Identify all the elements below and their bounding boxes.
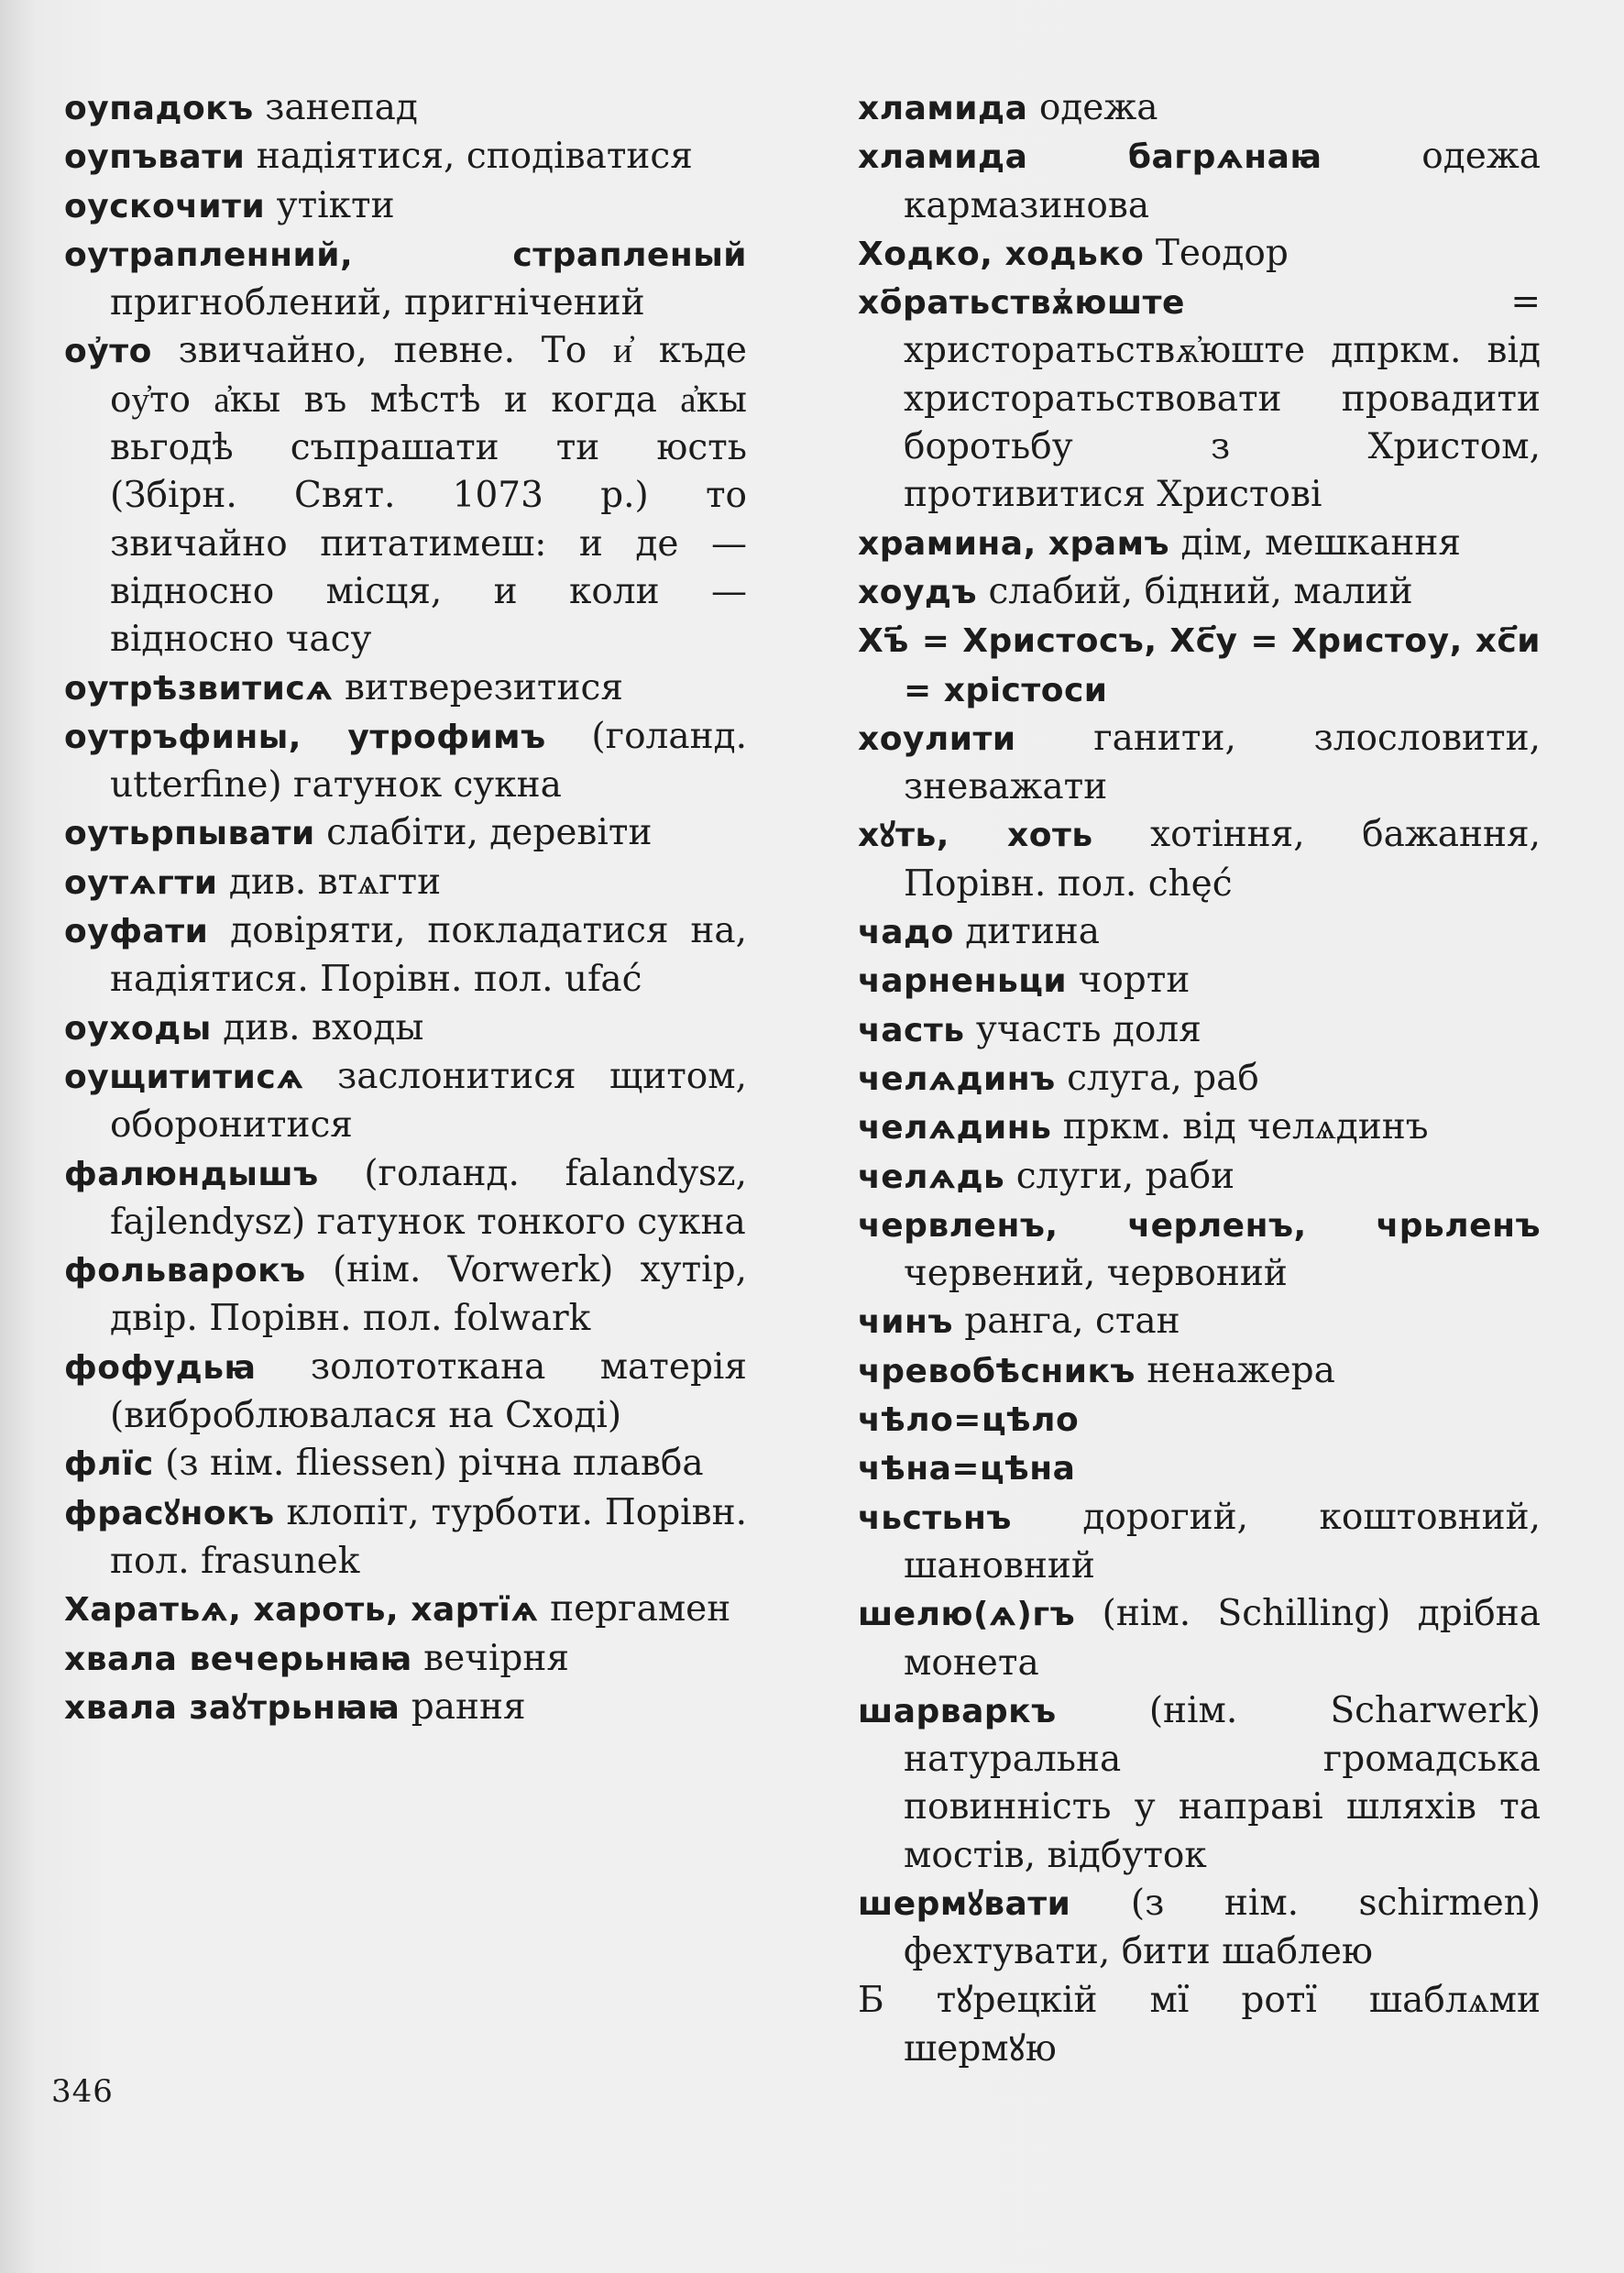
entry-headword: червленъ, черленъ, чрьленъ (858, 1206, 1541, 1245)
entry-headword: чьстьнъ (858, 1499, 1012, 1537)
entry-definition: червений, червоний (904, 1253, 1288, 1295)
entry-definition: (нім. Scharwerk) натуральна громадська повинність у направі шляхів та мостів, відбуток (904, 1689, 1541, 1876)
entry-definition: дорогий, коштовний, шановний (904, 1496, 1541, 1587)
entry-definition: = христоратьствѫ҆юште дпркм. від христоратьствовати провадити боротьбу з Христом, противитися Христові (904, 281, 1541, 516)
dictionary-entry (858, 1444, 1541, 1493)
entry-headword: хламида багрѧнаꙗ (858, 138, 1322, 177)
dictionary-entry (858, 617, 1541, 715)
entry-definition: заслонитися щитом, оборонитися (110, 1055, 747, 1147)
dictionary-entry (858, 1055, 1541, 1104)
dictionary-entry (858, 1590, 1541, 1687)
entry-headword: челѧдинь (858, 1109, 1052, 1147)
entry-definition: звичайно, певне. То и҆ къде оу҆то а҆кы въ мѣстѣ и когда а҆кы вьгодѣ съпрашати ти юсть (Збірн. Свят. 1073 р.) то звичайно питатимеш: и де — відносно місця, и коли — відносно часу (110, 330, 747, 661)
dictionary-entry (858, 715, 1541, 812)
entry-definition: (нім. Schilling) дрібна монета (904, 1593, 1541, 1684)
entry-headword: чинъ (858, 1303, 953, 1342)
entry-definition: див. втѧгти (228, 861, 442, 903)
entry-definition: золототкана матерія (виброблювалася на Сході) (110, 1345, 747, 1437)
dictionary-entry (858, 133, 1541, 230)
entry-headword: хоулити (858, 719, 1016, 758)
dictionary-entry (858, 1687, 1541, 1880)
entry-headword: часть (858, 1011, 965, 1049)
dictionary-entry (64, 182, 747, 231)
page-number: 346 (51, 2073, 114, 2110)
entry-headword: Ходко, ходько (858, 235, 1145, 273)
entry-definition: дитина (965, 911, 1101, 953)
dictionary-entry (64, 1150, 747, 1247)
entry-headword: хоудъ (858, 573, 978, 611)
dictionary-entry (64, 1440, 747, 1488)
dictionary-entry (858, 1880, 1541, 1977)
entry-headword: чѣна=цѣна (858, 1450, 1076, 1488)
entry-headword: челѧдь (858, 1158, 1005, 1196)
entry-definition: одежа (1038, 87, 1158, 128)
entry-headword: хвала вечерьнꙗꙗ (64, 1640, 412, 1678)
entry-headword: оуфати (64, 913, 209, 951)
entry-headword: оутрѣзвитисѧ (64, 669, 334, 708)
entry-headword: хꙋть, хоть (858, 817, 1093, 855)
entry-headword: оупъвати (64, 138, 246, 177)
entry-definition: слуга, раб (1067, 1057, 1259, 1099)
entry-headword: Хъ҃ = Христосъ, Хс҃у = Христоу, хс҃и = хрістоси (858, 622, 1541, 709)
entry-definition: рання (411, 1686, 526, 1728)
dictionary-entry (858, 1298, 1541, 1346)
dictionary-entry (858, 279, 1541, 519)
dictionary-entry (858, 1347, 1541, 1396)
entry-headword: шарваркъ (858, 1692, 1057, 1730)
dictionary-entry (858, 1396, 1541, 1444)
dictionary-entry (64, 1053, 747, 1150)
entry-headword: чревобѣсникъ (858, 1352, 1136, 1390)
entry-headword: оутѧгти (64, 863, 218, 902)
entry-definition: (голанд. utterfine) гатунок сукна (110, 715, 747, 807)
entry-headword: шермꙋвати (858, 1884, 1071, 1923)
dictionary-entry (64, 231, 747, 328)
entry-definition: (з нім. fliessen) річна плавба (165, 1443, 704, 1485)
entry-definition: одежа кармазинова (904, 136, 1541, 226)
entry-headword: фрасꙋнокъ (64, 1494, 275, 1532)
dictionary-entry (858, 1494, 1541, 1591)
dictionary-entry (64, 1489, 747, 1587)
entry-headword: чарненьци (858, 962, 1068, 1001)
entry-headword: хвала заꙋтрьнꙗꙗ (64, 1688, 401, 1727)
entry-headword: оутрапленний, страпленый (64, 236, 747, 274)
dictionary-entry (858, 811, 1541, 908)
entry-headword: хламида (858, 90, 1028, 127)
entry-definition: довіряти, покладатися на, надіятися. Порівн. пол. ufać (110, 910, 747, 1001)
entry-headword: флїс (64, 1445, 154, 1484)
entry-headword: чѣло=цѣло (858, 1401, 1080, 1440)
entry-headword: оупадокъ (64, 90, 254, 127)
dictionary-entry (858, 957, 1541, 1005)
entry-headword: Харатьѧ, хароть, хартїѧ (64, 1591, 539, 1630)
entry-headword: шелю(ѧ)гъ (858, 1596, 1076, 1634)
entry-headword: оущититисѧ (64, 1058, 304, 1096)
dictionary-entry (858, 1006, 1541, 1055)
entry-definition: дім, мешкання (1180, 522, 1461, 564)
entry-headword: фофудьꙗ (64, 1348, 257, 1387)
entry-headword: оутръфины, утрофимъ (64, 718, 546, 756)
entry-definition: утікти (276, 184, 395, 226)
entry-definition: слабий, бідний, малий (988, 570, 1413, 612)
entry-headword: чадо (858, 914, 954, 952)
entry-definition: вечірня (423, 1637, 569, 1679)
dictionary-entry (858, 1202, 1541, 1299)
entry-definition: ненажера (1147, 1349, 1335, 1391)
entry-definition: пергамен (550, 1588, 731, 1631)
dictionary-entry (64, 664, 747, 713)
entry-definition: витверезитися (345, 666, 623, 708)
dictionary-entry (858, 1977, 1541, 2074)
dictionary-entry (64, 713, 747, 810)
dictionary-entry (64, 1246, 747, 1344)
dictionary-entry (64, 1005, 747, 1053)
entry-definition: пркм. від челѧдинъ (1062, 1106, 1429, 1148)
entry-definition: клопіт, турботи. Порівн. пол. frasunek (110, 1491, 747, 1582)
entry-definition: участь доля (975, 1008, 1202, 1050)
entry-headword: оускочити (64, 187, 266, 225)
entry-definition: слабіти, деревіти (326, 812, 653, 854)
dictionary-entry (64, 84, 747, 133)
entry-definition: надіятися, сподіватися (256, 136, 693, 178)
entry-definition: Б тꙋрецкій мї ротї шаблѧми шермꙋю (858, 1979, 1541, 2070)
entry-definition: слуги, раби (1015, 1155, 1235, 1197)
entry-definition: ранга, стан (964, 1301, 1180, 1343)
dictionary-entry (858, 520, 1541, 568)
dictionary-entry (64, 809, 747, 858)
dictionary-entry (64, 327, 747, 664)
dictionary-entry (858, 908, 1541, 957)
dictionary-entry (858, 84, 1541, 133)
entry-definition: (нім. Vorwerk) хутір, двір. Порівн. пол. folwark (110, 1249, 747, 1340)
entry-definition: занепад (265, 87, 418, 128)
dictionary-entry (858, 230, 1541, 279)
entry-definition: див. входы (223, 1006, 424, 1049)
entry-definition: ганити, злословити, зневажати (904, 717, 1541, 808)
dictionary-entry (64, 907, 747, 1005)
dictionary-entry (64, 1684, 747, 1732)
entry-headword: хо҃ратьствѫ҆юште (858, 284, 1185, 323)
entry-definition: хотіння, бажання, Порівн. пол. chęć (904, 814, 1541, 905)
entry-headword: челѧдинъ (858, 1060, 1056, 1098)
entry-headword: фалюндышъ (64, 1155, 319, 1193)
dictionary-entry (64, 1344, 747, 1441)
entry-definition: (з нім. schirmen) фехтувати, бити шаблею (904, 1882, 1542, 1973)
dictionary-entry (858, 1104, 1541, 1152)
dictionary-entry (64, 1586, 747, 1634)
entry-headword: оуходы (64, 1009, 212, 1048)
dictionary-entry (64, 133, 747, 181)
entry-definition: чорти (1078, 960, 1191, 1002)
entry-headword: оутьрпывати (64, 815, 315, 853)
left-column (64, 84, 747, 1732)
dictionary-entry (64, 1635, 747, 1684)
entry-definition: Теодор (1155, 232, 1289, 274)
entry-headword: фольварокъ (64, 1252, 306, 1290)
right-column (858, 84, 1541, 2073)
entry-headword: оу҆то (64, 333, 152, 371)
entry-headword: храмина, храмъ (858, 524, 1170, 563)
dictionary-entry (64, 859, 747, 907)
entry-definition: пригноблений, пригнічений (110, 282, 645, 324)
dictionary-entry (858, 568, 1541, 617)
entry-definition: (голанд. falandysz, fajlendysz) гатунок тонкого сукна (110, 1152, 747, 1243)
dictionary-entry (858, 1153, 1541, 1202)
